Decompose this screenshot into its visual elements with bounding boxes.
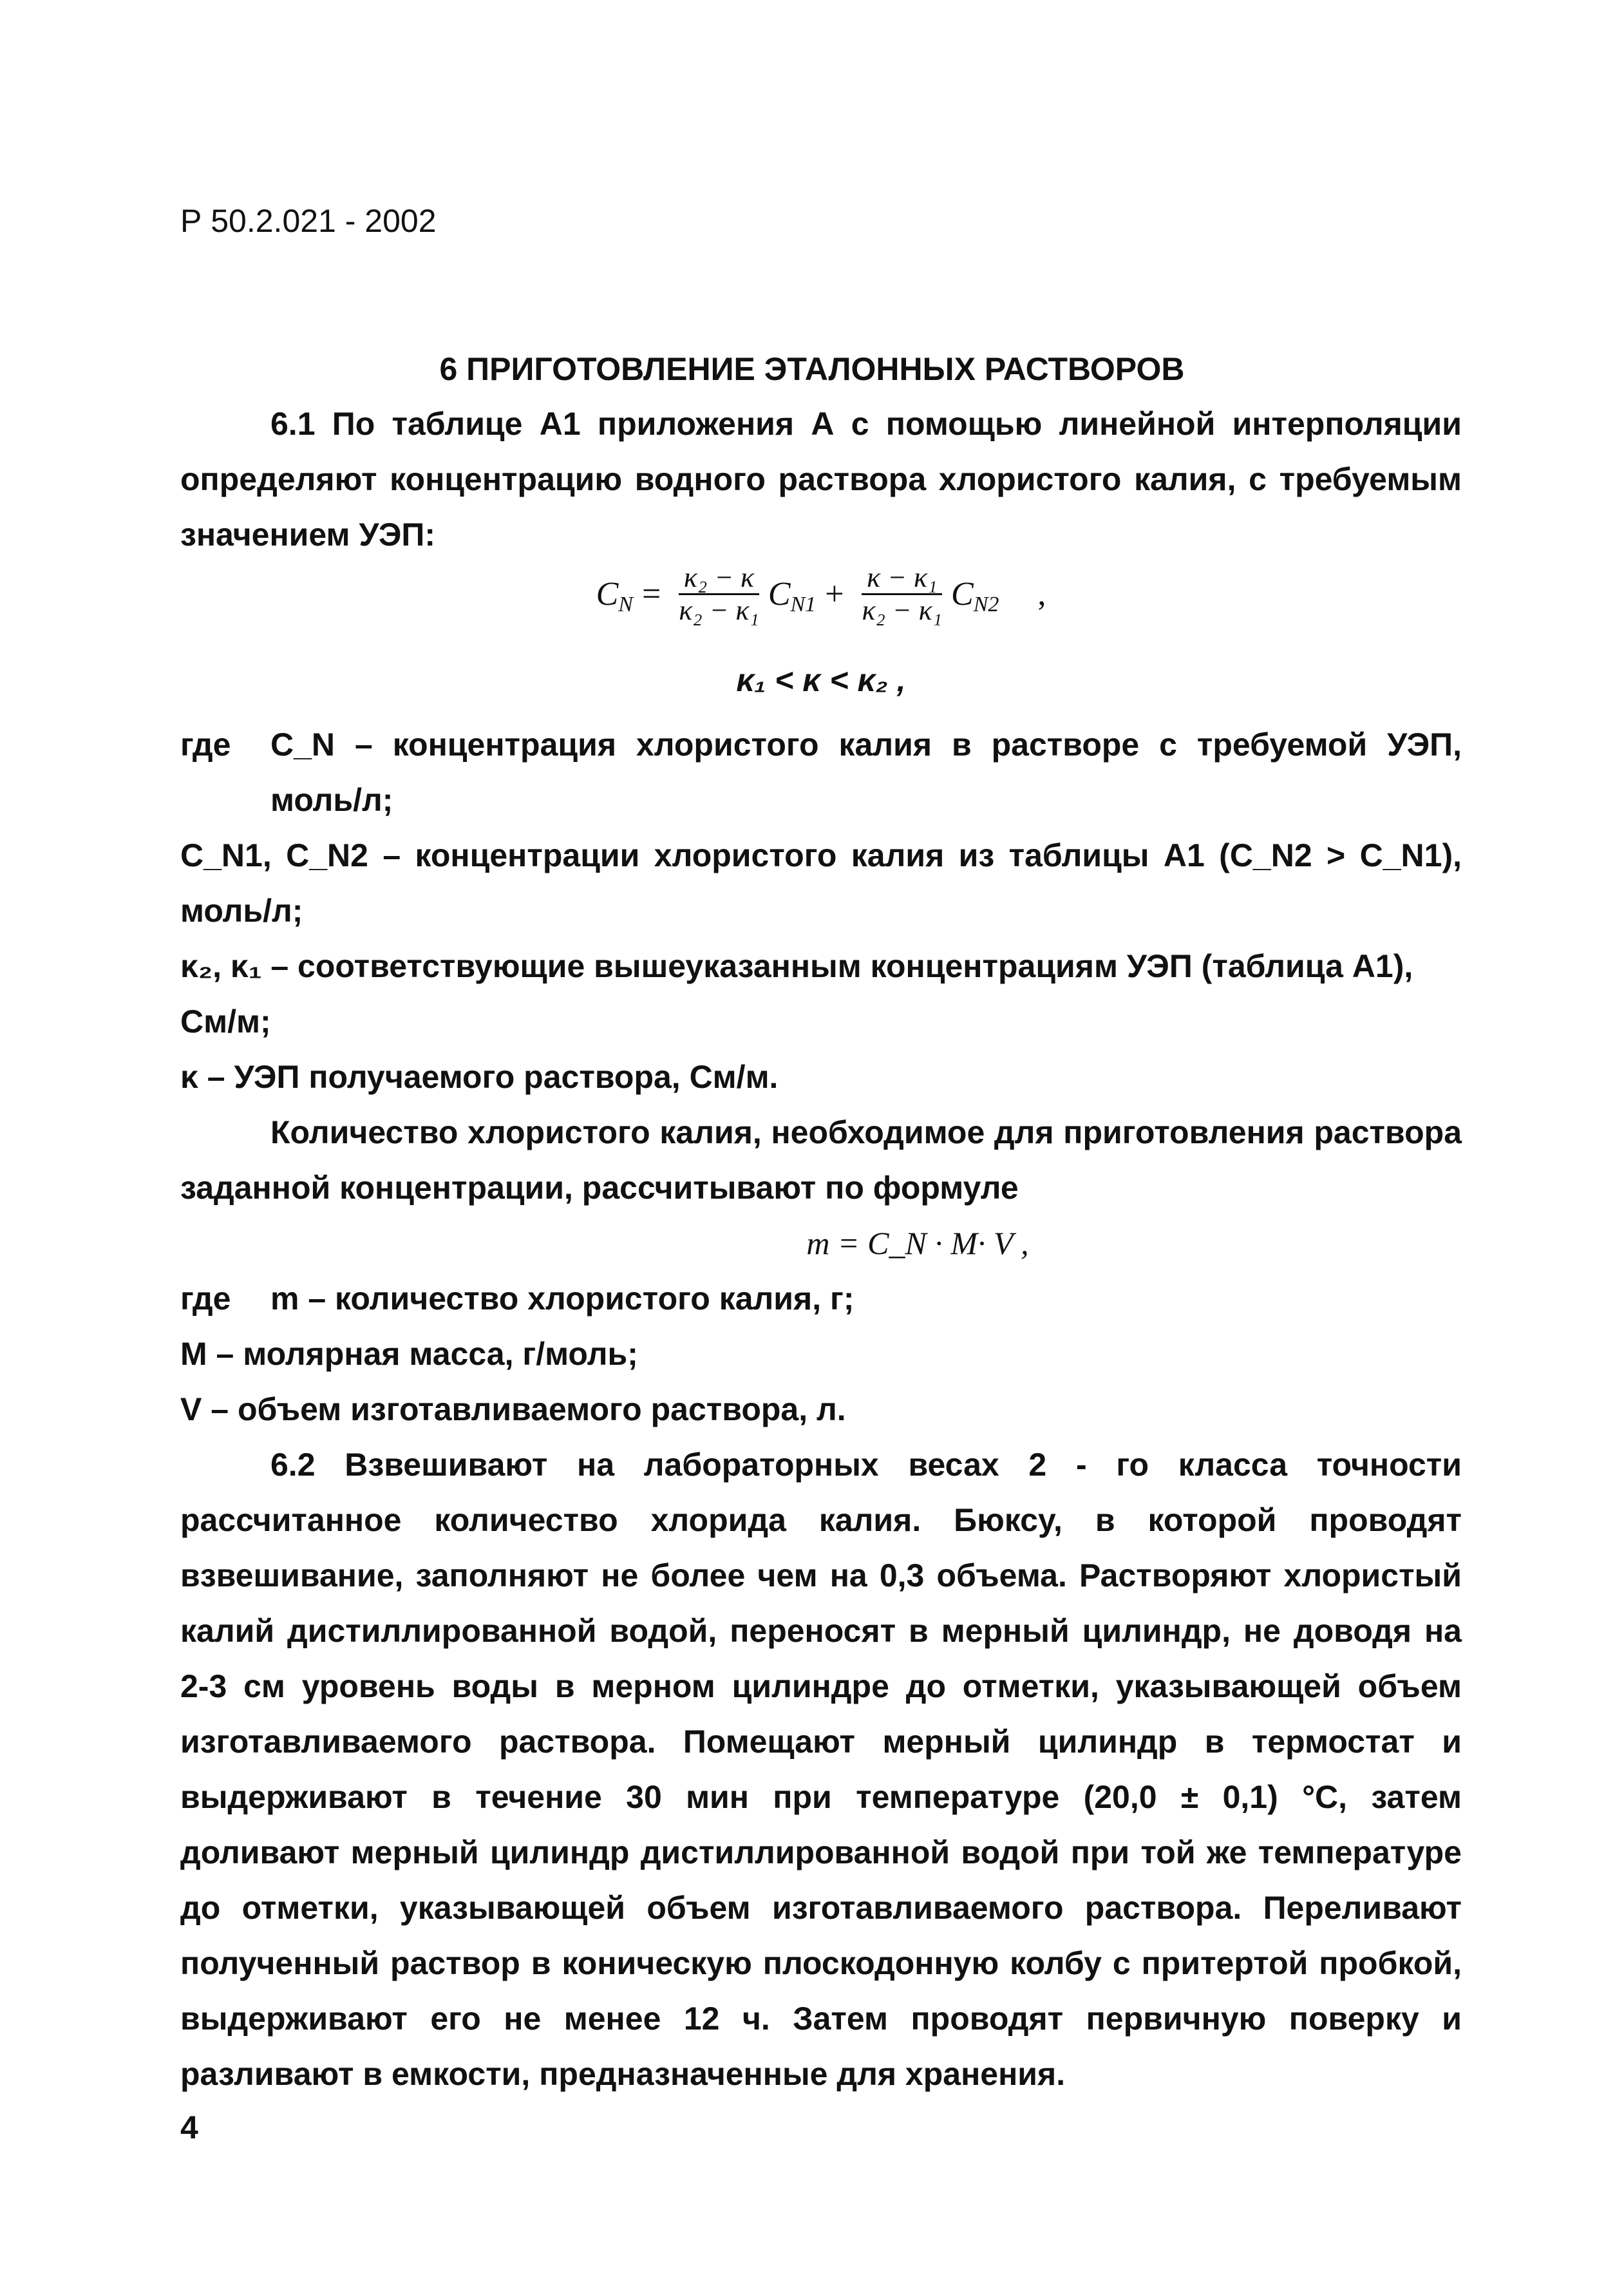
document-id: Р 50.2.021 - 2002 [180,203,437,239]
document-body [180,396,1462,2102]
formula-comma: , [1037,576,1046,613]
formula-term-2: $C_{N2}$ [951,575,999,616]
legend-1-row-1 [180,717,1462,828]
fraction-2-denominator: κ₂ − κ₁ [862,594,943,627]
paragraph-6-1: 6.1 По таблице А1 приложения А с помощью линейной интерполяции определяют концентрацию водного раствора хлористого калия, с требуемым значением УЭП: [180,406,1462,553]
legend-1-item-1: C_N – концентрация хлористого калия в растворе с требуемой УЭП, моль/л; [270,727,1462,818]
fraction-2 [857,562,948,627]
legend-2-row-1 [180,1271,1462,1326]
formula-lhs: $C_N$ [596,575,633,616]
legend-2-item-2: M – молярная масса, г/моль; [180,1336,638,1372]
interpolation-formula [180,562,1462,717]
legend-2-where: где [180,1280,231,1317]
formula-condition: κ₁ < κ < κ₂ , [736,662,906,698]
mass-formula: m = C_N · M· V , [806,1225,1029,1261]
formula-plus: + [825,576,844,613]
section-title: 6 ПРИГОТОВЛЕНИЕ ЭТАЛОННЫХ РАСТВОРОВ [439,351,1185,387]
fraction-2-numerator: κ − κ₁ [862,562,942,595]
fraction-1-denominator: κ₂ − κ₁ [679,594,759,627]
legend-2-item-1: m – количество хлористого калия, г; [270,1280,854,1317]
legend-1-item-4: κ – УЭП получаемого раствора, См/м. [180,1059,779,1095]
formula-equals: = [641,576,661,613]
legend-2-item-3: V – объем изготавливаемого раствора, л. [180,1391,846,1427]
formula-term-1: $C_{N1}$ [768,575,817,616]
paragraph-amount: Количество хлористого калия, необходимое для приготовления раствора заданной концентрации, рассчитывают по формуле [180,1114,1462,1206]
legend-1-item-3: κ₂, κ₁ – соответствующие вышеуказанным концентрациям УЭП (таблица А1), [180,948,1413,984]
fraction-1 [674,562,764,627]
legend-1-where: где [180,727,231,763]
fraction-1-numerator: κ₂ − κ [679,562,759,595]
legend-1-item-3-continued: См/м; [180,1003,271,1040]
legend-1-item-2: C_N1, C_N2 – концентрации хлористого калия из таблицы А1 (C_N2 > C_N1), моль/л; [180,837,1462,929]
page-number: 4 [180,2109,198,2145]
paragraph-6-2: 6.2 Взвешивают на лабораторных весах 2 - го класса точности рассчитанное количество хлорида калия. Бюксу, в которой проводят взвешивание, заполняют не более чем на 0,3 объема. Растворяют хлористый калий дистиллированной водой, переносят в мерный цилиндр, не доводя на 2-3 см уровень воды в мерном цилиндре до отметки, указывающей объем изготавливаемого раствора. Помещают мерный цилиндр в термостат и выдерживают в течение 30 мин при температуре (20,0 ± 0,1) °С, затем доливают мерный цилиндр дистиллированной водой при той же температуре до отметки, указывающей объем изготавливаемого раствора. Переливают полученный раствор в коническую плоскодонную колбу с притертой пробкой, выдерживают его не менее 12 ч. Затем проводят первичную поверку и разливают в емкости, предназначенные для хранения. [180,1447,1462,2092]
